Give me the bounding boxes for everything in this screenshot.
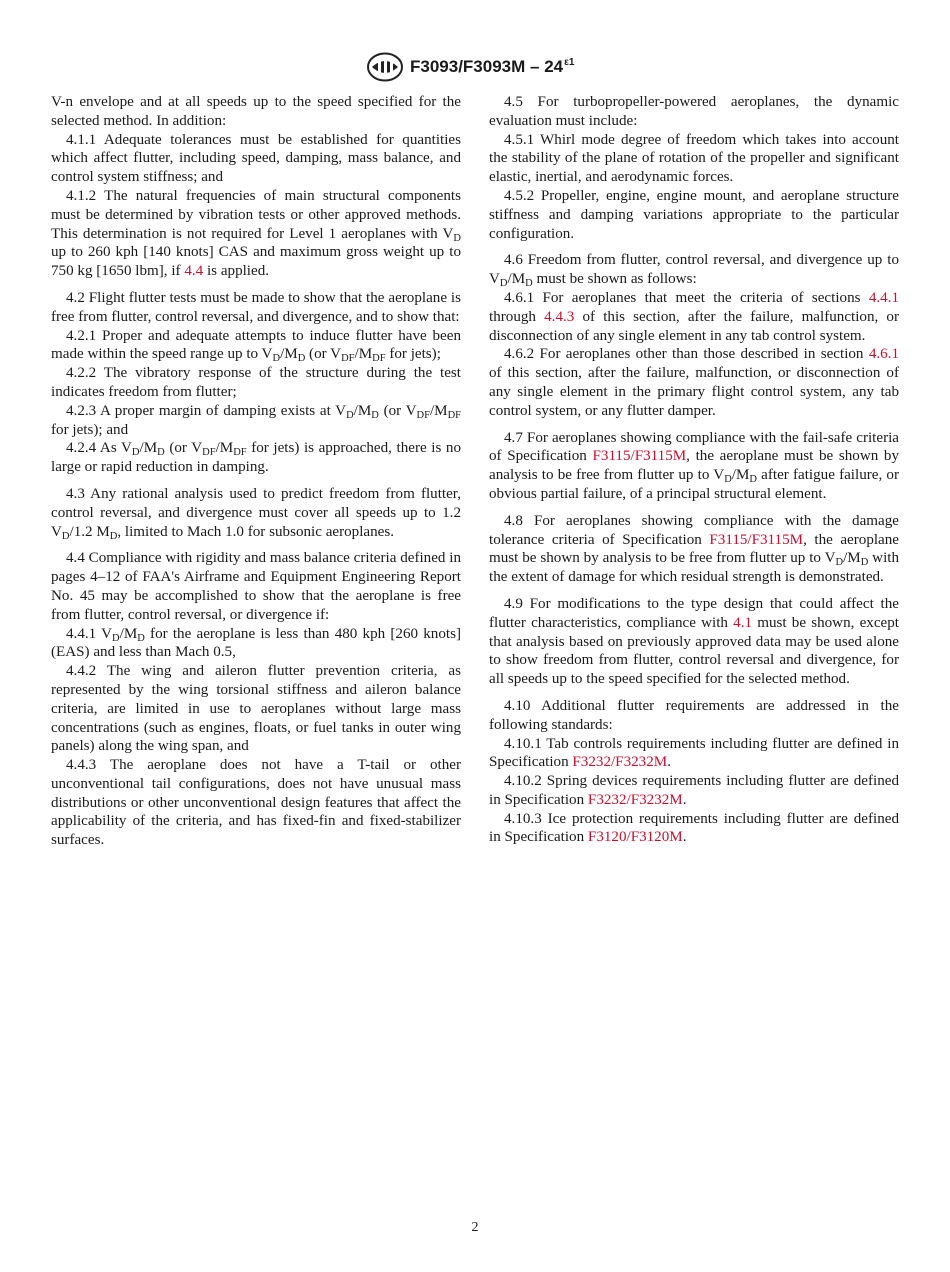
right-column [489, 93, 899, 847]
paragraph-4-1-2: 4.1.2 The natural frequencies of main structural components must be determined by vibration tests or other approved methods. This determination is not required for Level 1 aeroplanes with $V_D$ up to 260 kph [140 knots] CAS and maximum gross weight up to 750 kg [1650 lbm], if 4.4 is applied. [51, 187, 461, 280]
link-4-1[interactable]: 4.1 [733, 614, 753, 631]
page-header [0, 52, 950, 84]
paragraph-4-5-1: 4.5.1 Whirl mode degree of freedom which takes into account the stability of the plane of rotation of the propeller and significant elastic, inertial, and aerodynamic forces. [489, 131, 899, 186]
edition-mark: ε1 [564, 57, 575, 68]
link-4-4[interactable]: 4.4 [184, 263, 204, 280]
paragraph-4-6-2: 4.6.2 For aeroplanes other than those described in section 4.6.1 of this section, after the failure, malfunction, or disconnection of any single element in the primary flight control system, any tab control system, or any flutter damper. [489, 346, 899, 419]
paragraph-4-2: 4.2 Flight flutter tests must be made to show that the aeroplane is free from flutter, control reversal, and divergence, and to show that: [51, 289, 461, 325]
link-f3115[interactable]: F3115/F3115M [709, 531, 804, 548]
left-column [51, 93, 461, 850]
paragraph: V-n envelope and at all speeds up to the speed specified for the selected method. In addition: [51, 94, 461, 129]
paragraph-4-10-1: 4.10.1 Tab controls requirements including flutter are defined in Specification F3232/F3232M. [489, 735, 899, 771]
paragraph-4-4: 4.4 Compliance with rigidity and mass balance criteria defined in pages 4–12 of FAA's Airframe and Equipment Engineering Report No. 45 may be accomplished to show that the aeroplane is free from flutter, control reversal, or divergence if: [51, 550, 461, 623]
link-4-4-1[interactable]: 4.4.1 [868, 289, 899, 306]
paragraph-4-2-3: 4.2.3 A proper margin of damping exists at $V_D/M_D$ (or $V_{DF}/M_{DF}$ for jets); and [51, 402, 461, 438]
link-f3232[interactable]: F3232/F3232M [587, 791, 683, 808]
astm-logo-icon [366, 52, 404, 82]
standard-designation: $F3093/F3093M - 24^{\varepsilon 1}$ [410, 57, 575, 76]
paragraph-4-2-4: 4.2.4 As $V_D/M_D$ (or $V_{DF}/M_{DF}$ for jets) is approached, there is no large or rapid reduction in damping. [51, 440, 461, 476]
paragraph-4-10-3: 4.10.3 Ice protection requirements including flutter are defined in Specification F3120/F3120M. [489, 810, 899, 846]
paragraph-4-2-1: 4.2.1 Proper and adequate attempts to induce flutter have been made within the speed range up to $V_D/M_D$ (or $V_{DF}/M_{DF}$ for jets); [51, 327, 461, 365]
link-4-6-1[interactable]: 4.6.1 [868, 346, 899, 363]
paragraph-4-6-1: 4.6.1 For aeroplanes that meet the criteria of sections 4.4.1 through 4.4.3 of this section, after the failure, malfunction, or disconnection of any single element in any tab control system. [489, 289, 900, 344]
paragraph-4-1-1: 4.1.1 Adequate tolerances must be established for quantities which affect flutter, including speed, damping, mass balance, and control system stiffness; and [51, 131, 461, 186]
paragraph-4-4-2: 4.4.2 The wing and aileron flutter prevention criteria, as represented by the wing torsional stiffness and aileron balance criteria, are limited in use to aeroplanes without large mass concentrations (such as engines, floats, or fuel tanks in outer wing panels) along the wing span, and [51, 663, 461, 755]
link-f3232[interactable]: F3232/F3232M [572, 754, 668, 771]
paragraph-4-7: 4.7 For aeroplanes showing compliance with the fail-safe criteria of Specification F3115/F3115M, the aeroplane must be shown by analysis to be free from flutter up to $V_D/M_D$ after fatigue failure, or obvious partial failure, of a principal structural element. [489, 429, 899, 502]
link-f3115[interactable]: F3115/F3115M [592, 448, 687, 465]
paragraph-4-4-1: 4.4.1 $V_D/M_D$ for the aeroplane is less than 480 kph [260 knots] (EAS) and less than Mach 0.5, [51, 625, 461, 661]
paragraph-4-10-2: 4.10.2 Spring devices requirements including flutter are defined in Specification F3232/F3232M. [489, 773, 899, 808]
paragraph-4-2-2: 4.2.2 The vibratory response of the structure during the test indicates freedom from flutter; [51, 365, 461, 400]
paragraph-4-8: 4.8 For aeroplanes showing compliance with the damage tolerance criteria of Specification F3115/F3115M, the aeroplane must be shown by analysis to be free from flutter up to $V_D/M_D$ with the extent of damage for which residual strength is demonstrated. [489, 512, 900, 586]
paragraph-4-4-3: 4.4.3 The aeroplane does not have a T-tail or other unconventional tail configurations, does not have unusual mass distributions or other unconventional design features that affect the applicability of the criteria, and has fixed-fin and fixed-stabilizer surfaces. [51, 757, 461, 849]
paragraph-4-5-2: 4.5.2 Propeller, engine, engine mount, and aeroplane structure stiffness and damping variations appropriate to the particular configuration. [489, 187, 899, 242]
paragraph-4-6: 4.6 Freedom from flutter, control reversal, and divergence up to $V_D/M_D$ must be shown as follows: [489, 252, 899, 290]
paragraph-4-9: 4.9 For modifications to the type design that could affect the flutter characteristics, compliance with 4.1 must be shown, except that analysis based on previously approved data may be used alone to show freedom from flutter, control reversal and divergence, for all speeds up to the speed specified for the selected method. [489, 595, 899, 688]
paragraph-4-5: 4.5 For turbopropeller-powered aeroplanes, the dynamic evaluation must include: [489, 94, 899, 129]
page-number: 2 [471, 1220, 479, 1235]
link-4-4-3[interactable]: 4.4.3 [544, 308, 575, 325]
paragraph-4-10: 4.10 Additional flutter requirements are addressed in the following standards: [489, 697, 899, 733]
paragraph-4-3: 4.3 Any rational analysis used to predict freedom from flutter, control reversal, and divergence must cover all speeds up to 1.2 $V_D/1.2$ $M_D$, limited to Mach 1.0 for subsonic aeroplanes. [51, 485, 461, 542]
link-f3120[interactable]: F3120/F3120M [587, 829, 683, 846]
